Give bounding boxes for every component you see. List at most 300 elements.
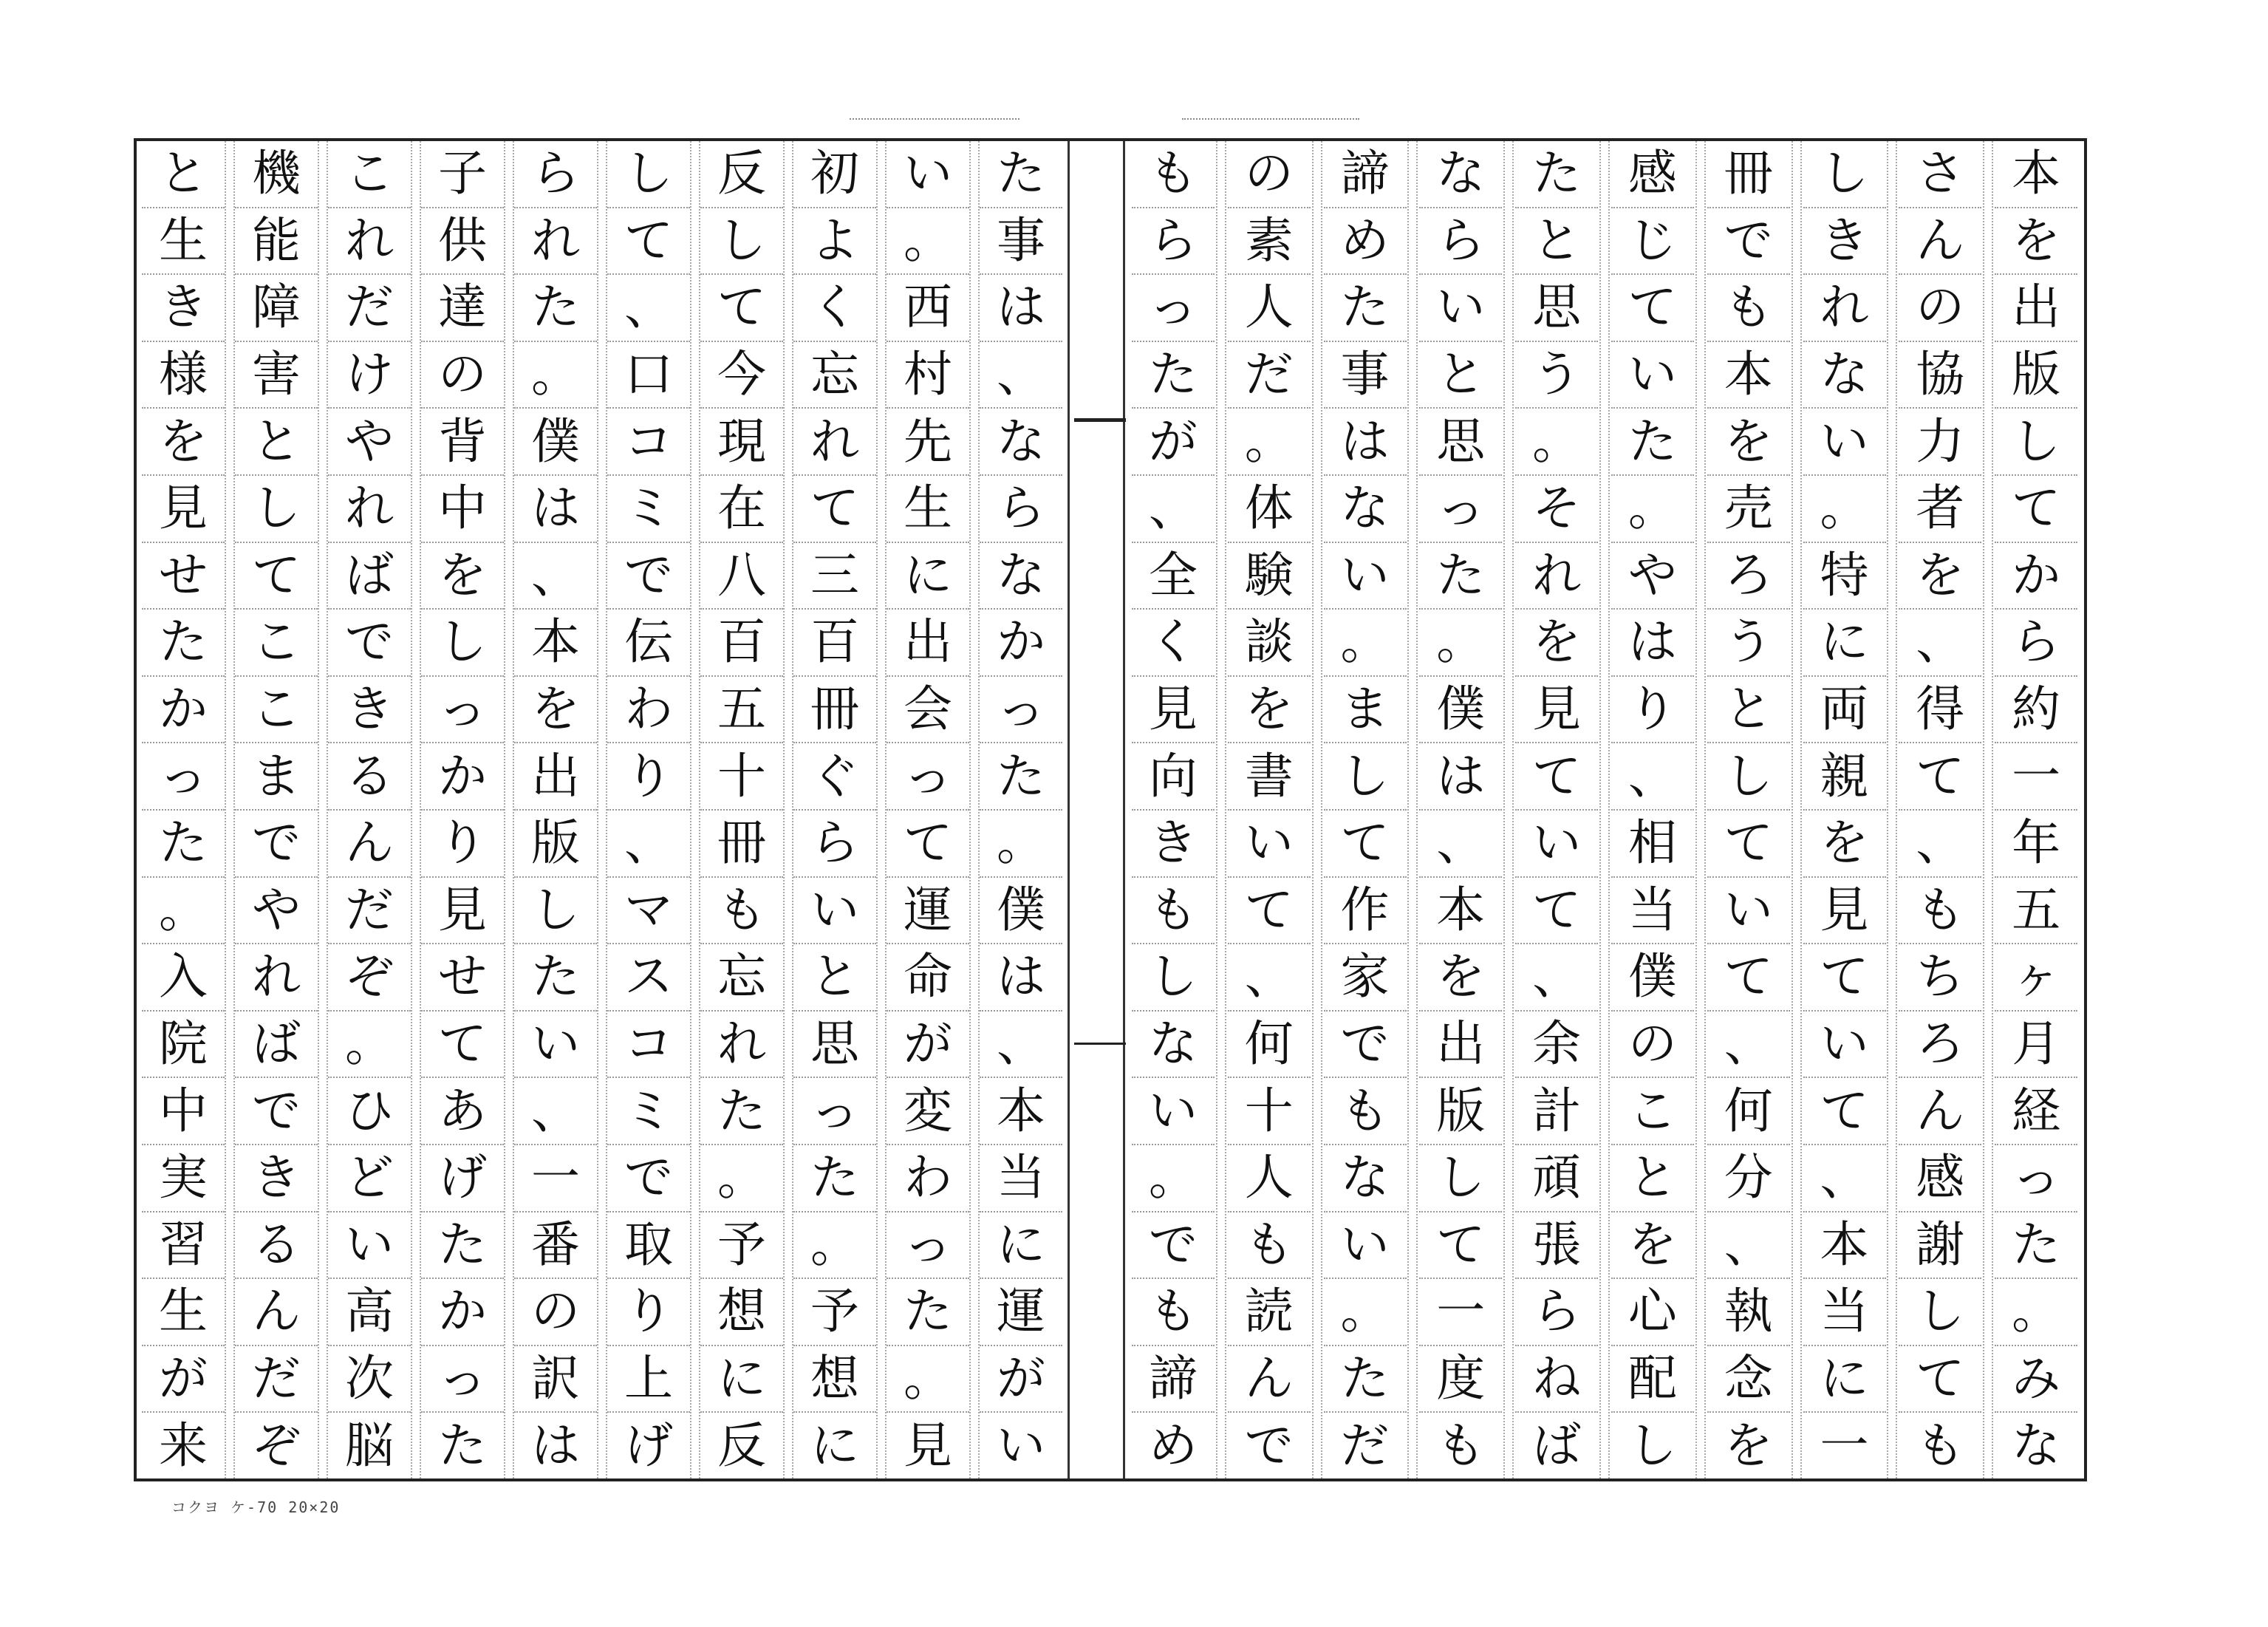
manuscript-cell: 背 — [421, 409, 504, 476]
manuscript-cell: 、 — [514, 543, 597, 610]
manuscript-cell: に — [1803, 1346, 1886, 1413]
manuscript-cell: 計 — [1515, 1078, 1598, 1145]
manuscript-cell: も — [1324, 1078, 1407, 1145]
manuscript-cell: 月 — [1995, 1012, 2077, 1079]
manuscript-cell: た — [793, 1145, 876, 1212]
manuscript-cell: 本 — [980, 1078, 1062, 1145]
manuscript-cell: 験 — [1228, 543, 1311, 610]
manuscript-cell: 談 — [1228, 610, 1311, 677]
manuscript-cell: し — [235, 476, 318, 543]
manuscript-cell: 入 — [142, 944, 225, 1012]
manuscript-cell: な — [2012, 1416, 2061, 1474]
manuscript-cell: 向 — [1132, 743, 1215, 811]
manuscript-cell: 八 — [700, 543, 783, 610]
manuscript-cell: 実 — [142, 1145, 225, 1212]
manuscript-cell: 出 — [887, 610, 969, 677]
manuscript-cell: ぞ — [252, 1416, 301, 1474]
manuscript-cell: 得 — [1899, 677, 1981, 744]
manuscript-cell: 会 — [887, 677, 969, 744]
column-gap — [876, 141, 887, 1478]
manuscript-cell: で — [235, 1078, 318, 1145]
manuscript-cell: ん — [1899, 208, 1981, 276]
manuscript-cell: ろ — [1707, 543, 1790, 610]
manuscript-cell: 。 — [887, 1346, 969, 1413]
manuscript-cell: ら — [1419, 208, 1502, 276]
manuscript-cell: み — [1995, 1346, 2077, 1413]
manuscript-cell: 訳 — [514, 1346, 597, 1413]
manuscript-cell: た — [1324, 275, 1407, 342]
manuscript-cell: も — [1132, 141, 1215, 208]
column-gap — [1791, 141, 1802, 1478]
manuscript-cell: 想 — [700, 1279, 783, 1346]
manuscript-column — [1707, 141, 1790, 1478]
manuscript-cell: 、 — [607, 275, 690, 342]
manuscript-cell: だ — [328, 878, 411, 945]
manuscript-cell: も — [1132, 878, 1215, 945]
manuscript-cell: で — [1707, 208, 1790, 276]
manuscript-cell: 見 — [421, 878, 504, 945]
column-gap — [1216, 141, 1226, 1478]
manuscript-cell: 見 — [1515, 677, 1598, 744]
manuscript-cell: 習 — [142, 1212, 225, 1280]
manuscript-cell: っ — [1132, 275, 1215, 342]
manuscript-cell: ん — [1228, 1346, 1311, 1413]
manuscript-cell: い — [328, 1212, 411, 1280]
manuscript-cell: は — [980, 275, 1062, 342]
manuscript-cell: 。 — [1324, 610, 1407, 677]
manuscript-cell: 感 — [1899, 1145, 1981, 1212]
manuscript-cell: 様 — [142, 342, 225, 409]
manuscript-cell: 初 — [793, 141, 876, 208]
manuscript-cell: り — [421, 811, 504, 878]
manuscript-cell: と — [793, 944, 876, 1012]
manuscript-cell: な — [980, 409, 1062, 476]
manuscript-cell: 、 — [1611, 743, 1694, 811]
manuscript-cell: 何 — [1707, 1078, 1790, 1145]
column-gap — [1983, 141, 1993, 1478]
manuscript-cell: た — [1611, 409, 1694, 476]
manuscript-cell: し — [1132, 944, 1215, 1012]
manuscript-cell: ね — [1515, 1346, 1598, 1413]
manuscript-cell: く — [1132, 610, 1215, 677]
manuscript-cell: 五 — [1995, 878, 2077, 945]
manuscript-cell: 予 — [700, 1212, 783, 1280]
manuscript-cell: ヶ — [1995, 944, 2077, 1012]
manuscript-column — [1995, 141, 2077, 1478]
manuscript-cell: 。 — [700, 1145, 783, 1212]
manuscript-cell: て — [607, 208, 690, 276]
manuscript-cell: を — [1995, 208, 2077, 276]
manuscript-cell: て — [1803, 944, 1886, 1012]
manuscript-cell: こ — [1611, 1078, 1694, 1145]
manuscript-cell: わ — [607, 677, 690, 744]
manuscript-cell: さ — [1899, 141, 1981, 208]
manuscript-cell: て — [1324, 811, 1407, 878]
manuscript-cell: い — [1132, 1078, 1215, 1145]
manuscript-cell: せ — [142, 543, 225, 610]
column-gap — [1695, 141, 1706, 1478]
manuscript-column — [793, 141, 876, 1478]
manuscript-cell: 機 — [235, 141, 318, 208]
manuscript-cell: ら — [793, 811, 876, 878]
manuscript-cell: は — [1324, 409, 1407, 476]
manuscript-cell: き — [1803, 208, 1886, 276]
manuscript-cell: ろ — [1899, 1012, 1981, 1079]
manuscript-cell: た — [1419, 543, 1502, 610]
manuscript-cell: げ — [624, 1416, 673, 1474]
manuscript-cell: せ — [421, 944, 504, 1012]
manuscript-cell: 素 — [1228, 208, 1311, 276]
manuscript-cell: 、 — [1707, 1212, 1790, 1280]
manuscript-cell: 。 — [514, 342, 597, 409]
manuscript-cell: は — [531, 1416, 580, 1474]
manuscript-cell: 両 — [1803, 677, 1886, 744]
column-gap — [1312, 141, 1322, 1478]
manuscript-cell: を — [1228, 677, 1311, 744]
manuscript-cell: で — [607, 543, 690, 610]
manuscript-cell: 。 — [1324, 1279, 1407, 1346]
manuscript-cell: ぐ — [793, 743, 876, 811]
manuscript-cell: か — [421, 743, 504, 811]
manuscript-cell: も — [1899, 878, 1981, 945]
manuscript-cell: 冊 — [793, 677, 876, 744]
manuscript-cell: こ — [328, 141, 411, 208]
manuscript-cell: い — [1707, 878, 1790, 945]
manuscript-cell: い — [1803, 409, 1886, 476]
manuscript-cell: こ — [235, 610, 318, 677]
manuscript-cell: 念 — [1707, 1346, 1790, 1413]
manuscript-cell: 、 — [1419, 811, 1502, 878]
manuscript-cell: し — [700, 208, 783, 276]
manuscript-column — [1611, 141, 1694, 1478]
manuscript-cell: 出 — [514, 743, 597, 811]
manuscript-cell: 感 — [1611, 141, 1694, 208]
manuscript-cell: 謝 — [1899, 1212, 1981, 1280]
manuscript-cell: め — [1148, 1416, 1198, 1474]
manuscript-cell: 読 — [1228, 1279, 1311, 1346]
manuscript-cell: 三 — [793, 543, 876, 610]
right-page — [1125, 141, 2084, 1478]
manuscript-cell: 忘 — [700, 944, 783, 1012]
manuscript-cell: コ — [607, 1012, 690, 1079]
manuscript-cell: 諦 — [1324, 141, 1407, 208]
manuscript-cell: を — [142, 409, 225, 476]
manuscript-cell: っ — [793, 1078, 876, 1145]
column-gap — [1599, 141, 1610, 1478]
manuscript-cell: マ — [607, 878, 690, 945]
manuscript-cell: を — [1611, 1212, 1694, 1280]
manuscript-cell: か — [142, 677, 225, 744]
manuscript-cell: て — [1228, 878, 1311, 945]
manuscript-cell: 体 — [1228, 476, 1311, 543]
manuscript-cell: い — [997, 1416, 1045, 1474]
manuscript-cell: い — [514, 1012, 597, 1079]
manuscript-cell: と — [1515, 208, 1598, 276]
manuscript-cell: を — [1899, 543, 1981, 610]
manuscript-cell: 協 — [1899, 342, 1981, 409]
manuscript-cell: っ — [887, 1212, 969, 1280]
manuscript-cell: 版 — [1995, 342, 2077, 409]
manuscript-cell: 変 — [887, 1078, 969, 1145]
column-gap — [1887, 141, 1897, 1478]
manuscript-cell: 心 — [1611, 1279, 1694, 1346]
manuscript-cell: の — [514, 1279, 597, 1346]
manuscript-cell: 冊 — [1707, 141, 1790, 208]
manuscript-cell: ま — [235, 743, 318, 811]
manuscript-cell: し — [1324, 743, 1407, 811]
manuscript-cell: 中 — [421, 476, 504, 543]
manuscript-cell: ん — [235, 1279, 318, 1346]
manuscript-cell: 供 — [421, 208, 504, 276]
manuscript-cell: で — [1324, 1012, 1407, 1079]
manuscript-cell: 当 — [980, 1145, 1062, 1212]
manuscript-cell: は — [514, 476, 597, 543]
manuscript-cell: 先 — [887, 409, 969, 476]
manuscript-cell: 作 — [1324, 878, 1407, 945]
fold-tick-upper — [1074, 418, 1126, 422]
manuscript-cell: が — [980, 1346, 1062, 1413]
manuscript-column — [1228, 141, 1311, 1478]
manuscript-cell: け — [328, 342, 411, 409]
manuscript-cell: 頑 — [1515, 1145, 1598, 1212]
manuscript-cell: 達 — [421, 275, 504, 342]
manuscript-cell: 命 — [887, 944, 969, 1012]
manuscript-cell: 相 — [1611, 811, 1694, 878]
manuscript-cell: た — [514, 944, 597, 1012]
manuscript-cell: れ — [700, 1012, 783, 1079]
manuscript-cell: が — [887, 1012, 969, 1079]
manuscript-cell: 、 — [514, 1078, 597, 1145]
manuscript-cell: 諦 — [1132, 1346, 1215, 1413]
manuscript-cell: と — [1611, 1145, 1694, 1212]
manuscript-cell: 力 — [1899, 409, 1981, 476]
manuscript-cell: ら — [1995, 610, 2077, 677]
manuscript-cell: 何 — [1228, 1012, 1311, 1079]
manuscript-cell: れ — [235, 944, 318, 1012]
manuscript-cell: ば — [1532, 1416, 1582, 1474]
manuscript-cell: の — [1899, 275, 1981, 342]
manuscript-cell: 。 — [1611, 476, 1694, 543]
manuscript-cell: て — [1419, 1212, 1502, 1280]
manuscript-cell: も — [1228, 1212, 1311, 1280]
manuscript-cell: で — [1244, 1416, 1294, 1474]
manuscript-cell: 僕 — [1611, 944, 1694, 1012]
manuscript-cell: の — [421, 342, 504, 409]
manuscript-cell: い — [887, 141, 969, 208]
manuscript-cell: し — [1419, 1145, 1502, 1212]
manuscript-cell: て — [421, 1012, 504, 1079]
manuscript-cell: 本 — [1419, 878, 1502, 945]
manuscript-cell: が — [1132, 409, 1215, 476]
manuscript-cell: と — [142, 141, 225, 208]
manuscript-cell: 来 — [159, 1416, 208, 1474]
column-gap — [969, 141, 980, 1478]
manuscript-cell: し — [1707, 743, 1790, 811]
manuscript-column — [1419, 141, 1502, 1478]
manuscript-column — [700, 141, 783, 1478]
manuscript-cell: を — [421, 543, 504, 610]
manuscript-cell: め — [1324, 208, 1407, 276]
manuscript-cell: だ — [235, 1346, 318, 1413]
manuscript-cell: ち — [1899, 944, 1981, 1012]
manuscript-cell: ぞ — [328, 944, 411, 1012]
manuscript-cell: あ — [421, 1078, 504, 1145]
manuscript-cell: 当 — [1803, 1279, 1886, 1346]
manuscript-cell: 。 — [1132, 1145, 1215, 1212]
column-gap — [783, 141, 793, 1478]
manuscript-cell: 人 — [1228, 275, 1311, 342]
manuscript-cell: 障 — [235, 275, 318, 342]
manuscript-cell: っ — [142, 743, 225, 811]
manuscript-cell: じ — [1611, 208, 1694, 276]
manuscript-cell: だ — [1228, 342, 1311, 409]
manuscript-cell: 生 — [142, 208, 225, 276]
paper-brand-label: コクヨ ケ-70 20×20 — [171, 1498, 341, 1516]
manuscript-cell: っ — [1419, 476, 1502, 543]
manuscript-cell: 一 — [1820, 1416, 1869, 1474]
manuscript-cell: や — [235, 878, 318, 945]
manuscript-cell: 十 — [1228, 1078, 1311, 1145]
manuscript-column — [1324, 141, 1407, 1478]
manuscript-cell: 見 — [1803, 878, 1886, 945]
manuscript-cell: や — [1611, 543, 1694, 610]
manuscript-cell: 中 — [142, 1078, 225, 1145]
manuscript-cell: な — [980, 543, 1062, 610]
column-gap — [411, 141, 421, 1478]
center-fold — [1068, 141, 1125, 1478]
manuscript-cell: か — [421, 1279, 504, 1346]
manuscript-cell: な — [1803, 342, 1886, 409]
manuscript-cell: ひ — [328, 1078, 411, 1145]
manuscript-cell: 、 — [1899, 811, 1981, 878]
manuscript-cell: 現 — [700, 409, 783, 476]
manuscript-cell: 出 — [1419, 1012, 1502, 1079]
manuscript-cell: も — [700, 878, 783, 945]
manuscript-sheet — [134, 138, 2087, 1481]
manuscript-cell: い — [1324, 543, 1407, 610]
manuscript-cell: な — [1419, 141, 1502, 208]
manuscript-cell: 。 — [980, 811, 1062, 878]
manuscript-cell: 僕 — [1419, 677, 1502, 744]
manuscript-cell: 。 — [328, 1012, 411, 1079]
manuscript-cell: 思 — [1515, 275, 1598, 342]
manuscript-cell: る — [235, 1212, 318, 1280]
manuscript-cell: 余 — [1515, 1012, 1598, 1079]
manuscript-cell: 生 — [887, 476, 969, 543]
manuscript-cell: れ — [1515, 543, 1598, 610]
left-page — [137, 141, 1068, 1478]
manuscript-cell: れ — [514, 208, 597, 276]
manuscript-cell: っ — [887, 743, 969, 811]
manuscript-cell: 分 — [1707, 1145, 1790, 1212]
manuscript-cell: て — [1707, 811, 1790, 878]
manuscript-cell: わ — [887, 1145, 969, 1212]
manuscript-cell: 見 — [904, 1416, 952, 1474]
manuscript-cell: 一 — [1419, 1279, 1502, 1346]
manuscript-cell: ん — [1899, 1078, 1981, 1145]
manuscript-cell: 一 — [514, 1145, 597, 1212]
manuscript-cell: 西 — [887, 275, 969, 342]
manuscript-cell: 。 — [1803, 476, 1886, 543]
manuscript-cell: 親 — [1803, 743, 1886, 811]
manuscript-cell: れ — [328, 208, 411, 276]
manuscript-cell: 張 — [1515, 1212, 1598, 1280]
manuscript-cell: た — [1132, 342, 1215, 409]
manuscript-cell: し — [1899, 1279, 1981, 1346]
manuscript-cell: 十 — [700, 743, 783, 811]
manuscript-cell: し — [514, 878, 597, 945]
manuscript-cell: 本 — [1707, 342, 1790, 409]
manuscript-cell: き — [1132, 811, 1215, 878]
manuscript-cell: そ — [1515, 476, 1598, 543]
manuscript-cell: い — [1324, 1212, 1407, 1280]
manuscript-cell: 院 — [142, 1012, 225, 1079]
manuscript-cell: り — [607, 743, 690, 811]
manuscript-cell: 。 — [142, 878, 225, 945]
manuscript-cell: た — [1324, 1346, 1407, 1413]
manuscript-cell: 冊 — [700, 811, 783, 878]
manuscript-cell: う — [1707, 610, 1790, 677]
manuscript-cell: 百 — [700, 610, 783, 677]
manuscript-cell: ミ — [607, 476, 690, 543]
manuscript-column — [142, 141, 225, 1478]
manuscript-cell: 取 — [607, 1212, 690, 1280]
manuscript-cell: 、 — [607, 811, 690, 878]
fold-tick-lower — [1074, 1043, 1126, 1045]
manuscript-cell: 年 — [1995, 811, 2077, 878]
manuscript-cell: 脳 — [345, 1416, 394, 1474]
manuscript-cell: 執 — [1707, 1279, 1790, 1346]
manuscript-cell: 、 — [1228, 944, 1311, 1012]
manuscript-cell: 。 — [793, 1212, 876, 1280]
manuscript-cell: 今 — [700, 342, 783, 409]
manuscript-cell: た — [142, 610, 225, 677]
manuscript-cell: な — [1132, 1012, 1215, 1079]
manuscript-column — [235, 141, 318, 1478]
manuscript-cell: て — [793, 476, 876, 543]
manuscript-column — [421, 141, 504, 1478]
manuscript-cell: 配 — [1611, 1346, 1694, 1413]
manuscript-column — [607, 141, 690, 1478]
manuscript-cell: 運 — [980, 1279, 1062, 1346]
manuscript-cell: て — [235, 543, 318, 610]
manuscript-cell: て — [700, 275, 783, 342]
manuscript-cell: と — [235, 409, 318, 476]
column-gap — [1503, 141, 1514, 1478]
manuscript-cell: し — [1627, 1416, 1677, 1474]
manuscript-cell: 、 — [1803, 1145, 1886, 1212]
manuscript-cell: し — [1995, 409, 2077, 476]
manuscript-cell: き — [142, 275, 225, 342]
manuscript-cell: 想 — [793, 1346, 876, 1413]
manuscript-cell: を — [514, 677, 597, 744]
column-gap — [318, 141, 328, 1478]
manuscript-cell: 能 — [235, 208, 318, 276]
manuscript-cell: か — [1995, 543, 2077, 610]
manuscript-cell: っ — [1995, 1145, 2077, 1212]
manuscript-cell: 、 — [980, 1012, 1062, 1079]
manuscript-cell: 事 — [980, 208, 1062, 276]
manuscript-cell: も — [1436, 1416, 1486, 1474]
manuscript-cell: 全 — [1132, 543, 1215, 610]
manuscript-cell: 忘 — [793, 342, 876, 409]
manuscript-cell: て — [887, 811, 969, 878]
manuscript-cell: 家 — [1324, 944, 1407, 1012]
manuscript-cell: 、 — [980, 342, 1062, 409]
manuscript-cell: 。 — [1515, 409, 1598, 476]
manuscript-cell: は — [1419, 743, 1502, 811]
manuscript-cell: て — [1899, 743, 1981, 811]
